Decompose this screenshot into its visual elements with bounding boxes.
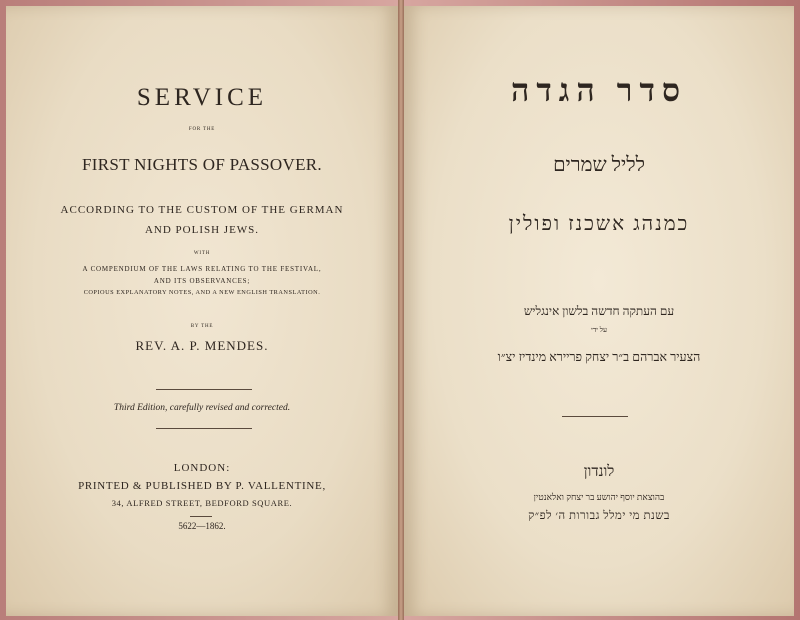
hebrew-by-line: על ידי: [590, 326, 608, 334]
hebrew-author-line: הצעיר אברהם ב״ר יצחק פריירא מינדיז יצ״ו: [497, 350, 701, 364]
edition-note: Third Edition, carefully revised and corrected.: [113, 403, 291, 413]
author-name: REV. A. P. MENDES.: [135, 338, 269, 353]
hebrew-year-line: בשנת מי ימלל גבורות ה׳ לפ״ק: [528, 510, 670, 522]
right-page-hebrew-title: [404, 6, 794, 616]
imprint-address: 34, ALFRED STREET, BEDFORD SQUARE.: [111, 498, 293, 508]
for-the-label: FOR THE: [188, 127, 216, 132]
hebrew-city: לונדון: [583, 464, 615, 480]
hebrew-divider: [562, 416, 628, 417]
compendium-line-2: AND ITS OBSERVANCES;: [153, 277, 251, 285]
custom-line-1: ACCORDING TO THE CUSTOM OF THE GERMAN: [60, 204, 344, 216]
divider-bottom: [156, 428, 252, 429]
hebrew-translation-line: עם העתקה חדשה בלשון אינגליש: [523, 304, 675, 318]
by-the-label: BY THE: [190, 324, 214, 329]
divider-top: [156, 389, 252, 390]
service-title: SERVICE: [136, 84, 268, 111]
hebrew-line-2: כמנהג אשכנז ופולין: [508, 213, 690, 235]
compendium-line-1: A COMPENDIUM OF THE LAWS RELATING TO THE FESTIVAL,: [82, 265, 322, 273]
imprint-city: LONDON:: [173, 462, 231, 474]
passover-subtitle: FIRST NIGHTS OF PASSOVER.: [82, 155, 322, 174]
with-label: WITH: [193, 251, 211, 256]
hebrew-publisher-line: בהוצאת יוסף יהושע בר יצחק ואלאנטין: [533, 492, 665, 502]
custom-line-2: AND POLISH JEWS.: [144, 224, 260, 236]
hebrew-title: סדר הגדה: [510, 72, 688, 108]
compendium-line-3: COPIOUS EXPLANATORY NOTES, AND A NEW ENGLISH TRANSLATION.: [83, 289, 321, 296]
left-page-english-title: [6, 6, 398, 616]
year-divider: [190, 516, 212, 517]
imprint-publisher: PRINTED & PUBLISHED BY P. VALLENTINE,: [78, 480, 326, 492]
hebrew-line-1: לליל שמרים: [553, 154, 645, 176]
imprint-year: 5622—1862.: [178, 521, 226, 531]
